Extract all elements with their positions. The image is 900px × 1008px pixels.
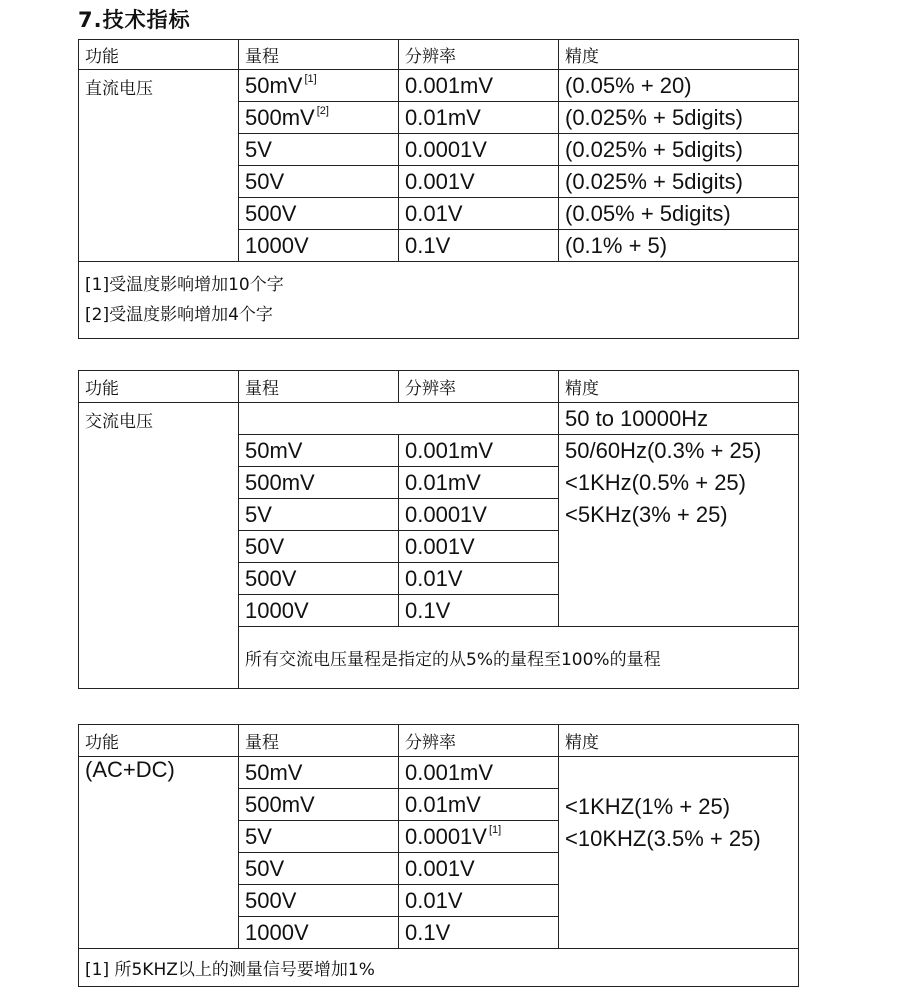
accuracy-cell: (0.05% + 20)	[559, 70, 799, 102]
range-cell: 50V	[239, 166, 399, 198]
resolution-cell: 0.001V	[399, 166, 559, 198]
acv-note-cell: 所有交流电压量程是指定的从5%的量程至100%的量程	[239, 627, 799, 689]
range-cell: 500mV	[239, 789, 399, 821]
acdc-accuracy-cell	[559, 757, 799, 949]
header-resolution: 分辨率	[399, 40, 559, 70]
table-header-row	[79, 40, 799, 70]
header-range: 量程	[239, 725, 399, 757]
resolution-cell: 0.1V	[399, 230, 559, 262]
resolution-cell: 0.001V	[399, 531, 559, 563]
range-cell: 5V	[239, 499, 399, 531]
resolution-cell: 0.1V	[399, 595, 559, 627]
accuracy-line: <10KHZ(3.5% + 25)	[565, 826, 761, 851]
acdc-spec-table	[78, 724, 799, 987]
header-accuracy: 精度	[559, 725, 799, 757]
range-cell: 1000V	[239, 917, 399, 949]
accuracy-line: 50/60Hz(0.3% + 25)	[565, 438, 762, 463]
accuracy-line: <5KHz(3% + 25)	[565, 502, 728, 527]
range-cell: 50mV	[239, 435, 399, 467]
acv-accuracy-cell	[559, 435, 799, 627]
range-cell: 500V	[239, 563, 399, 595]
accuracy-cell: (0.1% + 5)	[559, 230, 799, 262]
table-row	[79, 70, 799, 102]
header-function: 功能	[79, 371, 239, 403]
range-cell: 1000V	[239, 230, 399, 262]
range-cell: 500V	[239, 885, 399, 917]
header-resolution: 分辨率	[399, 371, 559, 403]
header-function: 功能	[79, 40, 239, 70]
range-cell: 500mV	[239, 467, 399, 499]
dcv-spec-table	[78, 39, 799, 339]
accuracy-cell: (0.025% + 5digits)	[559, 166, 799, 198]
resolution-cell: 0.01V	[399, 885, 559, 917]
resolution-cell: 0.0001V	[399, 499, 559, 531]
resolution-cell: 0.001mV	[399, 435, 559, 467]
resolution-cell: 0.001mV	[399, 757, 559, 789]
range-cell: 500V	[239, 198, 399, 230]
range-cell: 1000V	[239, 595, 399, 627]
range-cell: 5V	[239, 821, 399, 853]
resolution-cell: 0.0001V [1]	[399, 821, 559, 853]
resolution-cell: 0.1V	[399, 917, 559, 949]
range-cell: 500mV [2]	[239, 102, 399, 134]
table-row	[79, 403, 799, 435]
note-line: [1]受温度影响增加10个字	[85, 275, 284, 295]
resolution-cell: 0.001mV	[399, 70, 559, 102]
note-line: [2]受温度影响增加4个字	[85, 305, 273, 325]
range-cell: 50V	[239, 531, 399, 563]
header-accuracy: 精度	[559, 371, 799, 403]
range-cell: 50V	[239, 853, 399, 885]
header-range: 量程	[239, 40, 399, 70]
accuracy-line: <1KHZ(1% + 25)	[565, 794, 731, 819]
notes-row	[79, 949, 799, 987]
dcv-notes-cell	[79, 262, 799, 339]
empty-cell	[239, 403, 559, 435]
header-range: 量程	[239, 371, 399, 403]
range-cell: 50mV [1]	[239, 70, 399, 102]
frequency-cell: 50 to 10000Hz	[559, 403, 799, 435]
header-accuracy: 精度	[559, 40, 799, 70]
resolution-cell: 0.0001V	[399, 134, 559, 166]
notes-row	[79, 262, 799, 339]
resolution-cell: 0.01mV	[399, 789, 559, 821]
table-header-row	[79, 725, 799, 757]
header-resolution: 分辨率	[399, 725, 559, 757]
range-cell: 50mV	[239, 757, 399, 789]
table-row	[79, 757, 799, 789]
resolution-cell: 0.01mV	[399, 102, 559, 134]
header-function: 功能	[79, 725, 239, 757]
resolution-cell: 0.01V	[399, 198, 559, 230]
range-cell: 5V	[239, 134, 399, 166]
accuracy-line: <1KHz(0.5% + 25)	[565, 470, 746, 495]
resolution-cell: 0.01mV	[399, 467, 559, 499]
resolution-cell: 0.001V	[399, 853, 559, 885]
resolution-cell: 0.01V	[399, 563, 559, 595]
acv-spec-table	[78, 370, 799, 689]
section-title: 7.技术指标	[78, 8, 191, 32]
accuracy-cell: (0.025% + 5digits)	[559, 102, 799, 134]
accuracy-cell: (0.05% + 5digits)	[559, 198, 799, 230]
acdc-function-cell: (AC+DC)	[79, 757, 239, 949]
table-header-row	[79, 371, 799, 403]
acv-function-cell: 交流电压	[79, 403, 239, 689]
accuracy-cell: (0.025% + 5digits)	[559, 134, 799, 166]
acdc-note-cell: [1] 所5KHZ以上的测量信号要增加1%	[79, 949, 799, 987]
dcv-function-cell: 直流电压	[79, 70, 239, 262]
